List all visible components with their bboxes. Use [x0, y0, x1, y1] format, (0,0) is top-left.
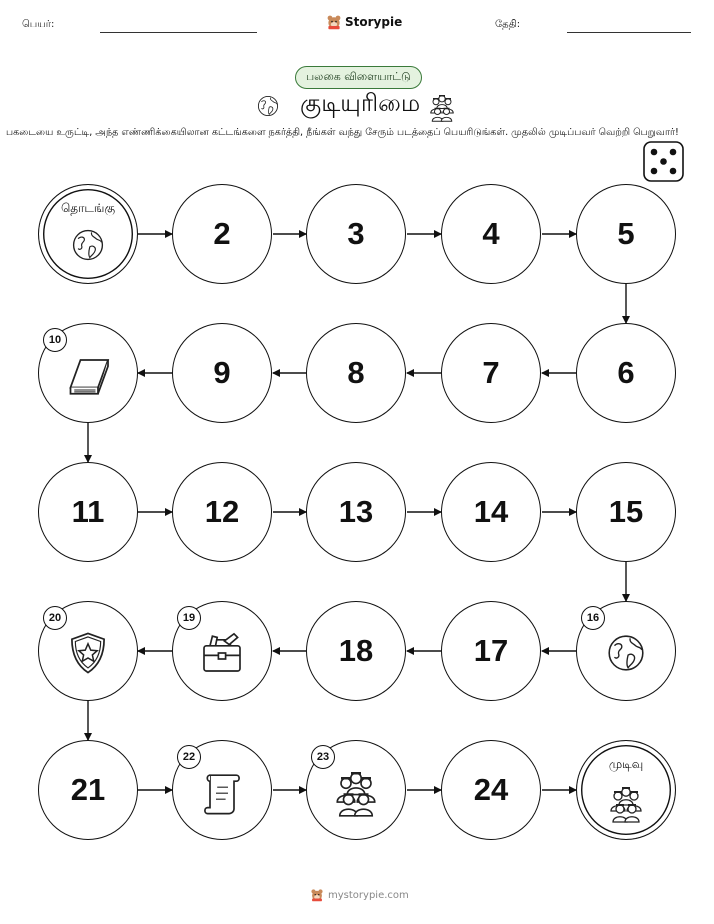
board-space-2	[172, 184, 272, 284]
board-space-16	[576, 601, 676, 701]
start-label: தொடங்கு	[60, 201, 116, 215]
shield-star-icon	[65, 630, 111, 676]
globe-icon	[70, 227, 106, 263]
footer	[310, 888, 409, 902]
space-number: 13	[338, 494, 374, 529]
finish-space	[576, 740, 676, 840]
space-number-badge: 10	[43, 328, 67, 352]
board-space-21	[38, 740, 138, 840]
space-number: 15	[608, 494, 644, 529]
board-space-9	[172, 323, 272, 423]
board-space-17	[441, 601, 541, 701]
space-number: 3	[347, 216, 365, 251]
space-number-badge: 23	[311, 745, 335, 769]
space-number: 14	[473, 494, 509, 529]
activity-type-badge: பலகை விளையாட்டு	[295, 66, 422, 89]
space-number: 6	[617, 355, 635, 390]
date-label: தேதி:	[495, 19, 521, 30]
board-space-13	[306, 462, 406, 562]
space-number: 21	[70, 772, 106, 807]
board-space-7	[441, 323, 541, 423]
board-space-6	[576, 323, 676, 423]
board-space-19	[172, 601, 272, 701]
space-number-badge: 20	[43, 606, 67, 630]
board-space-4	[441, 184, 541, 284]
space-number: 17	[473, 633, 509, 668]
start-space	[38, 184, 138, 284]
board-space-14	[441, 462, 541, 562]
board-space-20	[38, 601, 138, 701]
board-space-11	[38, 462, 138, 562]
board-space-18	[306, 601, 406, 701]
space-number: 4	[482, 216, 500, 251]
board-space-8	[306, 323, 406, 423]
space-number: 2	[213, 216, 231, 251]
footer-url[interactable]: mystorypie.com	[328, 889, 409, 901]
board-space-24	[441, 740, 541, 840]
people-group-icon	[331, 767, 381, 817]
bear-logo-icon	[310, 888, 324, 902]
finish-label: முடிவு	[608, 757, 644, 771]
space-number: 8	[347, 355, 365, 390]
board-space-12	[172, 462, 272, 562]
page-title: குடியுரிமை	[300, 89, 421, 117]
space-number-badge: 22	[177, 745, 201, 769]
space-number: 11	[71, 494, 105, 529]
space-number-badge: 19	[177, 606, 201, 630]
space-number: 12	[204, 494, 240, 529]
space-number: 5	[617, 216, 635, 251]
book-icon	[63, 350, 113, 400]
space-number-badge: 16	[581, 606, 605, 630]
brand-name: Storypie	[345, 15, 403, 29]
board-space-22	[172, 740, 272, 840]
board-space-23	[306, 740, 406, 840]
name-label: பெயர்:	[22, 19, 55, 30]
scroll-icon	[198, 768, 246, 816]
space-number: 24	[473, 772, 509, 807]
globe-icon	[605, 632, 647, 674]
space-number: 18	[338, 633, 374, 668]
space-number: 9	[213, 355, 231, 390]
instructions: பகடையை உருட்டி, அந்த எண்ணிக்கையிலான கட்டங்களை நகர்த்தி, நீங்கள் வந்து சேரும் படத்தைப் பெயரிடுங்கள். முதலில் முடிப்பவர் வெற்றி பெறுவார்!	[6, 127, 679, 138]
board-space-10	[38, 323, 138, 423]
people-group-icon	[606, 783, 646, 823]
board-space-15	[576, 462, 676, 562]
board-space-5	[576, 184, 676, 284]
space-number: 7	[482, 355, 500, 390]
board-space-3	[306, 184, 406, 284]
toolbox-icon	[198, 629, 246, 677]
